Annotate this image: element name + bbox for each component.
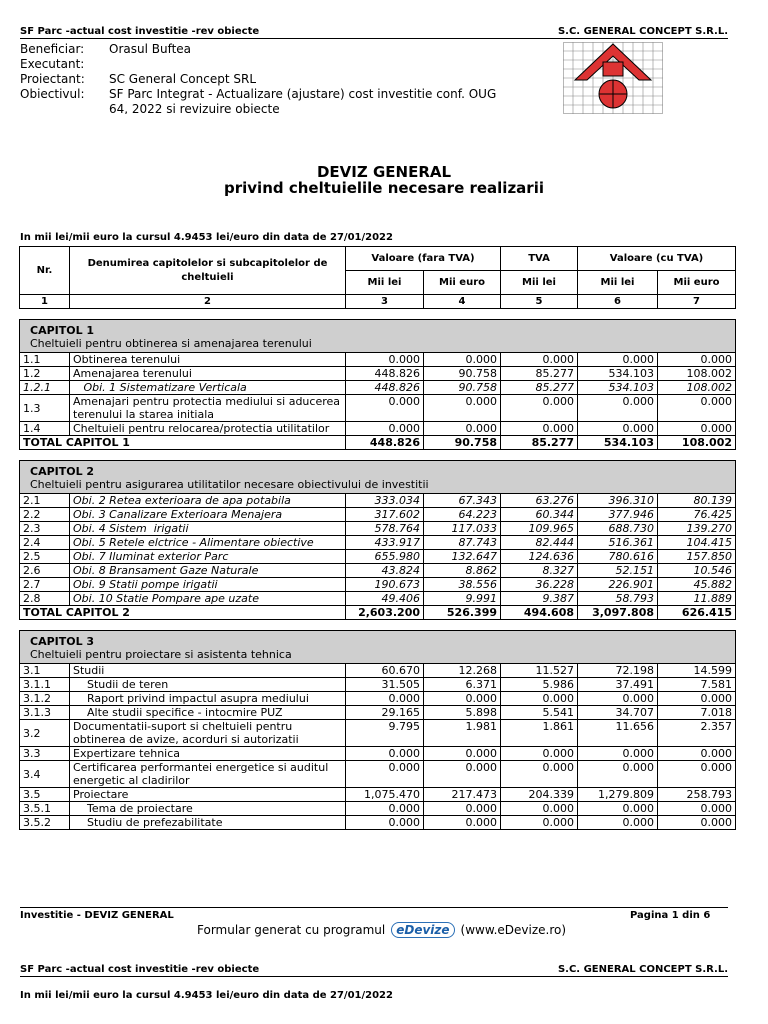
row-value: 0.000 [578, 761, 658, 788]
row-name: Amenajari pentru protectia mediului si aducerea terenului la starea initiala [70, 395, 346, 422]
chapter-number: CAPITOL 2 [30, 465, 95, 478]
meta-value: SC General Concept SRL [109, 72, 256, 86]
doc-title: DEVIZ GENERAL [316, 163, 452, 181]
row-nr: 3.4 [20, 761, 70, 788]
table-row [20, 550, 736, 564]
row-value: 578.764 [346, 522, 424, 536]
row-name: Studii de teren [70, 678, 346, 692]
row-nr: 3.3 [20, 747, 70, 761]
row-value: 67.343 [424, 494, 501, 508]
row-value: 0.000 [346, 802, 424, 816]
row-nr: 3.1.2 [20, 692, 70, 706]
row-value: 534.103 [578, 381, 658, 395]
row-value: 377.946 [578, 508, 658, 522]
row-value: 190.673 [346, 578, 424, 592]
row-value: 11.656 [578, 720, 658, 747]
chapter-number: CAPITOL 1 [30, 324, 95, 337]
total-value: 90.758 [424, 436, 501, 450]
spacer-row [20, 309, 736, 320]
row-nr: 2.3 [20, 522, 70, 536]
row-nr: 2.4 [20, 536, 70, 550]
row-name: Amenajarea terenului [70, 367, 346, 381]
col-val-cu: Valoare (cu TVA) [578, 247, 736, 271]
row-value: 0.000 [501, 395, 578, 422]
row-name: Cheltuieli pentru relocarea/protectia utilitatilor [70, 422, 346, 436]
row-value: 43.824 [346, 564, 424, 578]
row-value: 226.901 [578, 578, 658, 592]
row-value: 534.103 [578, 367, 658, 381]
row-value: 0.000 [658, 422, 736, 436]
header-project: SF Parc -actual cost investitie -rev obiecte [20, 26, 260, 37]
row-value: 60.670 [346, 664, 424, 678]
row-nr: 3.1 [20, 664, 70, 678]
row-value: 258.793 [658, 788, 736, 802]
table-row [20, 761, 736, 788]
meta-value: 64, 2022 si revizuire obiecte [109, 102, 280, 114]
row-name: Studiu de prefezabilitate [70, 816, 346, 830]
row-value: 1.981 [424, 720, 501, 747]
row-value: 0.000 [658, 353, 736, 367]
row-name: Documentatii-suport si cheltuieli pentru obtinerea de avize, acorduri si autorizatii [70, 720, 346, 747]
row-name: Obi. 5 Retele elctrice - Alimentare obiective [70, 536, 346, 550]
row-value: 64.223 [424, 508, 501, 522]
table-row [20, 353, 736, 367]
total-value: 2,603.200 [346, 606, 424, 620]
row-value: 433.917 [346, 536, 424, 550]
row-value: 90.758 [424, 367, 501, 381]
row-name: Studii [70, 664, 346, 678]
row-value: 29.165 [346, 706, 424, 720]
row-name: Certificarea performantei energetice si auditul energetic al cladirilor [70, 761, 346, 788]
header2-rule [20, 976, 728, 977]
row-value: 9.795 [346, 720, 424, 747]
row-nr: 3.1.1 [20, 678, 70, 692]
row-value: 14.599 [658, 664, 736, 678]
row-value: 688.730 [578, 522, 658, 536]
row-nr: 3.5 [20, 788, 70, 802]
row-nr: 3.2 [20, 720, 70, 747]
row-value: 117.033 [424, 522, 501, 536]
col-index: 6 [578, 295, 658, 309]
row-value: 49.406 [346, 592, 424, 606]
total-value: 494.608 [501, 606, 578, 620]
row-name: Obi. 9 Statii pompe irigatii [70, 578, 346, 592]
row-value: 0.000 [501, 761, 578, 788]
chapter-subtitle: Cheltuieli pentru obtinerea si amenajarea terenului [30, 337, 312, 350]
row-nr: 1.4 [20, 422, 70, 436]
header2-company: S.C. GENERAL CONCEPT S.R.L. [557, 964, 728, 975]
doc-subtitle: privind cheltuielile necesare realizarii [224, 179, 544, 197]
row-nr: 1.3 [20, 395, 70, 422]
project-meta [20, 42, 509, 114]
row-value: 0.000 [346, 761, 424, 788]
row-value: 448.826 [346, 367, 424, 381]
row-value: 0.000 [346, 816, 424, 830]
chapter-number: CAPITOL 3 [30, 635, 95, 648]
row-value: 0.000 [578, 747, 658, 761]
chapter-title [20, 461, 736, 494]
row-value: 82.444 [501, 536, 578, 550]
spacer [20, 450, 736, 461]
row-value: 124.636 [501, 550, 578, 564]
total-row [20, 606, 736, 620]
row-value: 0.000 [346, 747, 424, 761]
company-logo [563, 42, 663, 114]
row-value: 34.707 [578, 706, 658, 720]
row-value: 1.861 [501, 720, 578, 747]
total-row [20, 436, 736, 450]
row-value: 396.310 [578, 494, 658, 508]
meta-key [20, 102, 109, 114]
generator-note [197, 922, 566, 938]
row-value: 5.541 [501, 706, 578, 720]
header2-project: SF Parc -actual cost investitie -rev obiecte [20, 964, 260, 975]
total-value: 534.103 [578, 436, 658, 450]
table-row [20, 536, 736, 550]
row-value: 0.000 [501, 802, 578, 816]
row-name: Obtinerea terenului [70, 353, 346, 367]
col-mii-lei: Mii lei [501, 271, 578, 295]
col-val-fara: Valoare (fara TVA) [346, 247, 501, 271]
row-name: Obi. 4 Sistem irigatii [70, 522, 346, 536]
row-value: 780.616 [578, 550, 658, 564]
generator-prefix: Formular generat cu programul [197, 923, 386, 937]
chapter-header [20, 320, 736, 353]
row-value: 45.882 [658, 578, 736, 592]
row-nr: 2.7 [20, 578, 70, 592]
table-row [20, 706, 736, 720]
row-name: Expertizare tehnica [70, 747, 346, 761]
col-index: 5 [501, 295, 578, 309]
row-name: Obi. 8 Bransament Gaze Naturale [70, 564, 346, 578]
row-value: 0.000 [346, 692, 424, 706]
total-value: 85.277 [501, 436, 578, 450]
col-nr: Nr. [20, 247, 70, 295]
row-value: 0.000 [346, 422, 424, 436]
col-index: 1 [20, 295, 70, 309]
row-value: 0.000 [424, 395, 501, 422]
meta-value: SF Parc Integrat - Actualizare (ajustare) cost investitie conf. OUG [109, 87, 497, 101]
row-value: 11.527 [501, 664, 578, 678]
row-value: 0.000 [658, 761, 736, 788]
generator-suffix: (www.eDevize.ro) [460, 923, 567, 937]
row-value: 448.826 [346, 381, 424, 395]
meta-value [109, 57, 509, 72]
footer-rule [20, 907, 728, 908]
row-nr: 1.2.1 [20, 381, 70, 395]
meta-key: Proiectant: [20, 72, 85, 86]
row-value: 10.546 [658, 564, 736, 578]
row-value: 0.000 [578, 692, 658, 706]
meta-key: Obiectivul: [20, 87, 85, 101]
row-name: Proiectare [70, 788, 346, 802]
row-value: 139.270 [658, 522, 736, 536]
meta-value: Orasul Buftea [109, 42, 192, 56]
row-value: 85.277 [501, 367, 578, 381]
chapter-title [20, 631, 736, 664]
row-name: Obi. 10 Statie Pompare ape uzate [70, 592, 346, 606]
total-value: 626.415 [658, 606, 736, 620]
row-value: 9.387 [501, 592, 578, 606]
edevize-logo: eDevize [391, 922, 454, 938]
total-label: TOTAL CAPITOL 1 [20, 436, 346, 450]
total-value: 3,097.808 [578, 606, 658, 620]
table-row [20, 664, 736, 678]
table-row [20, 522, 736, 536]
row-value: 217.473 [424, 788, 501, 802]
col-mii-euro: Mii euro [658, 271, 736, 295]
row-value: 0.000 [424, 747, 501, 761]
row-nr: 2.6 [20, 564, 70, 578]
row-value: 11.889 [658, 592, 736, 606]
row-value: 0.000 [501, 747, 578, 761]
exchange-rate-note: In mii lei/mii euro la cursul 4.9453 lei/euro din data de 27/01/2022 [20, 232, 393, 243]
row-nr: 2.5 [20, 550, 70, 564]
col-tva: TVA [501, 247, 578, 271]
row-value: 132.647 [424, 550, 501, 564]
row-nr: 1.1 [20, 353, 70, 367]
exchange-rate-note-2: In mii lei/mii euro la cursul 4.9453 lei/euro din data de 27/01/2022 [20, 990, 393, 1001]
row-value: 0.000 [658, 747, 736, 761]
chapter-header [20, 461, 736, 494]
col-index: 3 [346, 295, 424, 309]
row-value: 0.000 [424, 802, 501, 816]
row-value: 0.000 [658, 816, 736, 830]
meta-key: Beneficiar: [20, 42, 85, 56]
budget-table [19, 246, 736, 830]
row-value: 58.793 [578, 592, 658, 606]
row-value: 0.000 [501, 353, 578, 367]
chapter-title [20, 320, 736, 353]
row-name: Obi. 2 Retea exterioara de apa potabila [70, 494, 346, 508]
col-mii-lei: Mii lei [346, 271, 424, 295]
table-row [20, 395, 736, 422]
row-value: 0.000 [424, 692, 501, 706]
table-row [20, 422, 736, 436]
row-value: 516.361 [578, 536, 658, 550]
total-value: 448.826 [346, 436, 424, 450]
row-value: 0.000 [578, 353, 658, 367]
row-nr: 3.5.1 [20, 802, 70, 816]
table-row [20, 692, 736, 706]
total-value: 526.399 [424, 606, 501, 620]
row-value: 12.268 [424, 664, 501, 678]
table-row [20, 678, 736, 692]
row-value: 0.000 [658, 802, 736, 816]
col-mii-euro: Mii euro [424, 271, 501, 295]
row-nr: 3.1.3 [20, 706, 70, 720]
meta-key: Executant: [20, 57, 85, 71]
col-index: 2 [70, 295, 346, 309]
row-value: 0.000 [501, 422, 578, 436]
row-value: 0.000 [658, 692, 736, 706]
row-value: 85.277 [501, 381, 578, 395]
row-value: 655.980 [346, 550, 424, 564]
row-value: 38.556 [424, 578, 501, 592]
row-value: 317.602 [346, 508, 424, 522]
row-value: 0.000 [501, 816, 578, 830]
row-value: 1,075.470 [346, 788, 424, 802]
total-value: 108.002 [658, 436, 736, 450]
row-value: 37.491 [578, 678, 658, 692]
row-nr: 2.1 [20, 494, 70, 508]
col-denumire: Denumirea capitolelor si subcapitolelor de cheltuieli [70, 247, 346, 295]
row-value: 90.758 [424, 381, 501, 395]
col-mii-lei: Mii lei [578, 271, 658, 295]
footer-doc: Investitie - DEVIZ GENERAL [20, 910, 174, 921]
row-name: Alte studii specifice - intocmire PUZ [70, 706, 346, 720]
table-row [20, 592, 736, 606]
row-value: 108.002 [658, 367, 736, 381]
row-value: 333.034 [346, 494, 424, 508]
table-row [20, 720, 736, 747]
row-value: 0.000 [578, 816, 658, 830]
row-value: 7.018 [658, 706, 736, 720]
row-nr: 2.8 [20, 592, 70, 606]
header-rule [20, 38, 728, 39]
row-value: 1,279.809 [578, 788, 658, 802]
row-name: Obi. 3 Canalizare Exterioara Menajera [70, 508, 346, 522]
table-row [20, 802, 736, 816]
row-nr: 2.2 [20, 508, 70, 522]
row-value: 52.151 [578, 564, 658, 578]
row-value: 104.415 [658, 536, 736, 550]
table-row [20, 747, 736, 761]
row-name: Obi. 7 Iluminat exterior Parc [70, 550, 346, 564]
row-value: 9.991 [424, 592, 501, 606]
row-value: 8.327 [501, 564, 578, 578]
row-value: 0.000 [578, 395, 658, 422]
row-value: 87.743 [424, 536, 501, 550]
row-value: 0.000 [501, 692, 578, 706]
row-value: 108.002 [658, 381, 736, 395]
row-value: 0.000 [578, 802, 658, 816]
table-row [20, 508, 736, 522]
row-value: 0.000 [658, 395, 736, 422]
row-value: 7.581 [658, 678, 736, 692]
total-label: TOTAL CAPITOL 2 [20, 606, 346, 620]
chapter-header [20, 631, 736, 664]
row-name: Obi. 1 Sistematizare Verticala [70, 381, 346, 395]
row-value: 157.850 [658, 550, 736, 564]
row-value: 0.000 [424, 816, 501, 830]
row-value: 76.425 [658, 508, 736, 522]
row-value: 109.965 [501, 522, 578, 536]
table-row [20, 367, 736, 381]
row-value: 2.357 [658, 720, 736, 747]
row-value: 8.862 [424, 564, 501, 578]
table-row [20, 578, 736, 592]
row-value: 31.505 [346, 678, 424, 692]
row-value: 204.339 [501, 788, 578, 802]
row-value: 6.371 [424, 678, 501, 692]
chapter-subtitle: Cheltuieli pentru proiectare si asistenta tehnica [30, 648, 292, 661]
spacer-row [20, 620, 736, 631]
row-value: 60.344 [501, 508, 578, 522]
row-value: 0.000 [346, 353, 424, 367]
col-index: 4 [424, 295, 501, 309]
row-value: 0.000 [424, 353, 501, 367]
spacer [20, 309, 736, 320]
row-value: 0.000 [424, 422, 501, 436]
table-row [20, 564, 736, 578]
table-row [20, 494, 736, 508]
row-value: 72.198 [578, 664, 658, 678]
header-company: S.C. GENERAL CONCEPT S.R.L. [557, 26, 728, 37]
spacer [20, 620, 736, 631]
row-name: Raport privind impactul asupra mediului [70, 692, 346, 706]
row-value: 63.276 [501, 494, 578, 508]
row-value: 80.139 [658, 494, 736, 508]
table-row [20, 788, 736, 802]
row-value: 0.000 [346, 395, 424, 422]
footer-page: Pagina 1 din 6 [630, 910, 711, 921]
row-value: 5.986 [501, 678, 578, 692]
col-index: 7 [658, 295, 736, 309]
row-value: 5.898 [424, 706, 501, 720]
table-row [20, 381, 736, 395]
chapter-subtitle: Cheltuieli pentru asigurarea utilitatilor necesare obiectivului de investitii [30, 478, 429, 491]
row-value: 0.000 [578, 422, 658, 436]
row-value: 0.000 [424, 761, 501, 788]
row-value: 36.228 [501, 578, 578, 592]
row-name: Tema de proiectare [70, 802, 346, 816]
spacer-row [20, 450, 736, 461]
row-nr: 3.5.2 [20, 816, 70, 830]
table-row [20, 816, 736, 830]
row-nr: 1.2 [20, 367, 70, 381]
